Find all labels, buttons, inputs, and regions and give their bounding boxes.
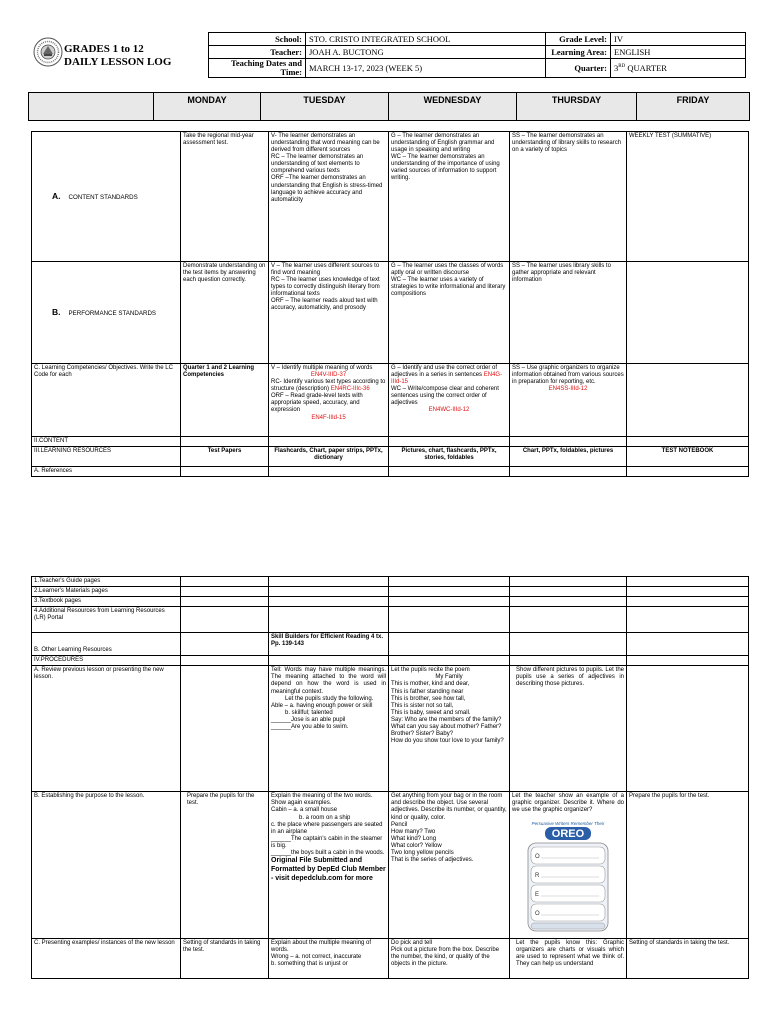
content-row bbox=[32, 437, 749, 447]
ps-tue-v: V – The learner uses different sources to find word meaning bbox=[271, 263, 380, 277]
ps-thursday: SS – The learner uses library skills to gather appropriate and relevant information bbox=[510, 262, 627, 364]
pr-fri bbox=[627, 656, 749, 666]
ps-tue-rc: RC – The learner uses knowledge of text types to correctly distinguish literary from informational texts bbox=[271, 277, 380, 298]
teacher-label: Teacher: bbox=[209, 46, 306, 59]
days-corner-cell bbox=[29, 93, 154, 121]
oreo-graphic-organizer bbox=[512, 819, 624, 937]
lesson-grid-top bbox=[31, 131, 749, 477]
comp-wed-wc: WC – Write/compose clear and coherent sentences using the correct order of adjectives bbox=[391, 386, 499, 407]
content-standards-text: CONTENT STANDARDS bbox=[68, 193, 138, 201]
presenting-label: C. Presenting examples/ instances of the new lesson bbox=[32, 938, 181, 978]
purpose-wed-p1: Get anything from your bag or in the room and describe the object. Use several adjectives. Describe its number, or quantity, kind or quality, color. bbox=[391, 793, 507, 821]
purpose-tue-p6: ______The captain's cabin in the steamer is big. bbox=[271, 835, 383, 849]
ref-tue bbox=[269, 467, 389, 477]
ps-tuesday bbox=[269, 262, 389, 364]
presenting-friday: Setting of standards in taking the test. bbox=[627, 938, 749, 978]
cs-tue-rc: RC – The learner demonstrates an understanding of text elements to comprehend various texts bbox=[271, 154, 364, 175]
review-tue-p6: ______Are you able to swim. bbox=[271, 723, 349, 730]
performance-standards-row bbox=[32, 262, 749, 364]
dates-label bbox=[209, 59, 306, 78]
purpose-tue-p7: ______the boys built a cabin in the woods. bbox=[271, 849, 385, 856]
pr-mon bbox=[181, 656, 269, 666]
comp-wed-g-text: G – Identify and use the correct order of adjectives in a series in sentences bbox=[391, 365, 498, 379]
references-row bbox=[32, 467, 749, 477]
comp-wed-g-code: EN4G-IIId-15 bbox=[391, 372, 503, 386]
purpose-label: B. Establishing the purpose to the lesson. bbox=[32, 792, 181, 938]
presenting-tue-p2: Wrong – a. not correct, inaccurate bbox=[271, 953, 362, 960]
pr-wed bbox=[389, 656, 510, 666]
cs-wednesday bbox=[389, 132, 510, 262]
tb-wed bbox=[389, 597, 510, 607]
other-resources-tuesday: Skill Builders for Efficient Reading 4 tx. Pp. 139-143 bbox=[269, 633, 389, 656]
lr-portal-row bbox=[32, 607, 749, 633]
review-tue-p4: b. skillful; talented bbox=[285, 709, 333, 716]
purpose-wed-line: How many? Two bbox=[391, 828, 436, 835]
lr-tue bbox=[269, 607, 389, 633]
review-label: A. Review previous lesson or presenting the new lesson. bbox=[32, 666, 181, 792]
review-wed-question-2: How do you show tour love to your family? bbox=[391, 738, 504, 745]
content-fri bbox=[627, 437, 749, 447]
area-label: Learning Area: bbox=[546, 46, 611, 59]
cs-thursday: SS – The learner demonstrates an understanding of library skills to research on a variety of topics bbox=[510, 132, 627, 262]
purpose-thursday bbox=[510, 792, 627, 938]
poem-line: This is baby, sweet and small. bbox=[391, 709, 471, 716]
tb-mon bbox=[181, 597, 269, 607]
comp-tue-orf: ORF – Read grade-level texts with appropriate speed, accuracy, and expression bbox=[271, 393, 363, 414]
poem-line: This is father standing near bbox=[391, 688, 464, 695]
tb-tue bbox=[269, 597, 389, 607]
purpose-wed-line: What kind? Long bbox=[391, 835, 437, 842]
content-wed bbox=[389, 437, 510, 447]
comp-tue-orf-code: EN4F-IIId-15 bbox=[311, 414, 346, 421]
tg-tue bbox=[269, 577, 389, 587]
cs-tue-orf: ORF –The learner demonstrates an understanding that English is stress-timed language to achieve accuracy and automaticity bbox=[271, 175, 383, 203]
deped-seal-icon bbox=[33, 37, 63, 67]
review-tuesday bbox=[269, 666, 389, 792]
other-resources-label: B. Other Learning Resources bbox=[32, 633, 181, 656]
content-thu bbox=[510, 437, 627, 447]
review-tue-p2: Let the pupils study the following. bbox=[285, 695, 374, 702]
presenting-monday: Setting of standards in taking the test. bbox=[181, 938, 269, 978]
day-monday: MONDAY bbox=[154, 93, 261, 121]
competencies-row bbox=[32, 364, 749, 437]
oreo-letter-e: E bbox=[535, 891, 540, 898]
ps-friday bbox=[627, 262, 749, 364]
purpose-wed-line: Two long yellow pencils bbox=[391, 849, 454, 856]
review-wed-intro: Let the pupils recite the poem bbox=[391, 667, 470, 674]
pr-thu bbox=[510, 656, 627, 666]
pr-tue bbox=[269, 656, 389, 666]
comp-friday bbox=[627, 364, 749, 437]
comp-tue-v-code: EN4V-IIID-37 bbox=[310, 372, 347, 379]
purpose-friday: Prepare the pupils for the test. bbox=[627, 792, 749, 938]
textbook-pages-row bbox=[32, 597, 749, 607]
cs-tuesday bbox=[269, 132, 389, 262]
comp-tue-rc bbox=[271, 379, 386, 393]
poem-line: This is brother, see how tall, bbox=[391, 695, 466, 702]
comp-thu-ss: SS – Use graphic organizers to organize information obtained from various sources in preparation for reporting, etc. bbox=[512, 365, 624, 386]
purpose-tue-p5: c. the place where passengers are seated in an airplane bbox=[271, 821, 383, 835]
comp-thu-ss-code: EN4SS-IIId-12 bbox=[548, 386, 588, 393]
tb-thu bbox=[510, 597, 627, 607]
review-tue-p1: Tell: Words may have multiple meanings. The meaning attached to the word will depend on how the word is used in meaningful context. bbox=[271, 667, 386, 695]
review-tue-p5: ______Jose is an able pupil bbox=[271, 716, 346, 723]
grade-label: Grade Level: bbox=[546, 33, 611, 46]
cs-monday: Take the regional mid-year assessment test. bbox=[181, 132, 269, 262]
day-friday: FRIDAY bbox=[637, 93, 750, 121]
lr-portal-label: 4.Additional Resources from Learning Resources (LR) Portal bbox=[32, 607, 181, 633]
presenting-thursday: Let the pupils know this: Graphic organizers are charts or visuals which are used to represent what we think of. They can help us understand bbox=[510, 938, 627, 978]
content-standards-letter: A. bbox=[52, 190, 61, 201]
ps-wed-g: G – The learner uses the classes of words aptly oral or written discourse bbox=[391, 263, 504, 277]
comp-wednesday bbox=[389, 364, 510, 437]
purpose-tue-p2: Show again examples. bbox=[271, 800, 332, 807]
cs-wed-g: G – The learner demonstrates an understanding of English grammar and usage in speaking and writing bbox=[391, 133, 495, 154]
or-wed bbox=[389, 633, 510, 656]
ps-wed-wc: WC – The learner uses a variety of strategies to write informational and literary compositions bbox=[391, 277, 506, 298]
title-line-2: DAILY LESSON LOG bbox=[64, 55, 172, 68]
days-header-table bbox=[28, 92, 750, 121]
dates-label-2: Time: bbox=[280, 66, 302, 77]
comp-thursday bbox=[510, 364, 627, 437]
purpose-tue-p4: b. a room on a ship bbox=[299, 814, 351, 821]
content-tue bbox=[269, 437, 389, 447]
resources-row bbox=[32, 447, 749, 467]
ref-mon bbox=[181, 467, 269, 477]
quarter-num: 3 bbox=[614, 62, 619, 73]
cs-friday: WEEKLY TEST (SUMMATIVE) bbox=[627, 132, 749, 262]
lr-thu bbox=[510, 607, 627, 633]
review-row bbox=[32, 666, 749, 792]
purpose-tuesday bbox=[269, 792, 389, 938]
res-friday: TEST NOTEBOOK bbox=[627, 447, 749, 467]
textbook-pages-label: 3.Textbook pages bbox=[32, 597, 181, 607]
grade-value: IV bbox=[611, 33, 746, 46]
presenting-wed-p1: Do pick and tell bbox=[391, 939, 433, 946]
ref-fri bbox=[627, 467, 749, 477]
teacher-value: JOAH A. BUCTONG bbox=[306, 46, 546, 59]
content-standards-label bbox=[32, 132, 181, 262]
comp-monday: Quarter 1 and 2 Learning Competencies bbox=[181, 364, 269, 437]
quarter-rest: QUARTER bbox=[625, 62, 667, 73]
lm-wed bbox=[389, 587, 510, 597]
purpose-thu-text: Let the teacher show an example of a graphic organizer. Describe it. Where do we use the graphic organizer? bbox=[512, 793, 624, 814]
purpose-wednesday bbox=[389, 792, 510, 938]
cs-tue-v: V- The learner demonstrates an understanding that word meaning can be derived from different sources bbox=[271, 133, 380, 154]
review-thursday: Show different pictures to pupils. Let the pupils use a series of adjectives in describing those pictures. bbox=[510, 666, 627, 792]
lm-mon bbox=[181, 587, 269, 597]
lr-fri bbox=[627, 607, 749, 633]
res-wednesday: Pictures, chart, flashcards, PPTx, stories, foldables bbox=[389, 447, 510, 467]
presenting-row bbox=[32, 938, 749, 978]
lm-thu bbox=[510, 587, 627, 597]
comp-tuesday bbox=[269, 364, 389, 437]
performance-standards-text: PERFORMANCE STANDARDS bbox=[68, 309, 157, 317]
purpose-row bbox=[32, 792, 749, 938]
purpose-monday: Prepare the pupils for the test. bbox=[181, 792, 269, 938]
presenting-tuesday bbox=[269, 938, 389, 978]
presenting-wednesday bbox=[389, 938, 510, 978]
other-resources-row bbox=[32, 633, 749, 656]
quarter-value bbox=[611, 59, 746, 78]
tg-wed bbox=[389, 577, 510, 587]
tg-pages-row bbox=[32, 577, 749, 587]
day-thursday: THURSDAY bbox=[517, 93, 637, 121]
header-info-table bbox=[208, 32, 746, 78]
oreo-banner: Persuasive Writers Remember Their bbox=[531, 820, 605, 826]
oreo-letter-o1: O bbox=[535, 853, 540, 860]
review-monday bbox=[181, 666, 269, 792]
or-fri bbox=[627, 633, 749, 656]
procedures-label: IV.PROCEDURES bbox=[32, 656, 181, 666]
resources-label: III.LEARNING RESOURCES bbox=[32, 447, 181, 467]
lr-wed bbox=[389, 607, 510, 633]
lesson-grid-bottom bbox=[31, 576, 749, 979]
performance-standards-label bbox=[32, 262, 181, 364]
lr-mon bbox=[181, 607, 269, 633]
presenting-tue-p3: b. something that is unjust or bbox=[271, 960, 348, 967]
res-thursday: Chart, PPTx, foldables, pictures bbox=[510, 447, 627, 467]
poem-title: My Family bbox=[435, 674, 463, 681]
day-wednesday: WEDNESDAY bbox=[389, 93, 517, 121]
presenting-wed-p2: Pick out a picture from the box. Describe the number, the kind, or quality of the objects in the picture. bbox=[391, 946, 500, 967]
title-line-1: GRADES 1 to 12 bbox=[64, 43, 144, 55]
tg-pages-label: 1.Teacher's Guide pages bbox=[32, 577, 181, 587]
quarter-label: Quarter: bbox=[546, 59, 611, 78]
tb-fri bbox=[627, 597, 749, 607]
purpose-tue-p3: Cabin – a. a small house bbox=[271, 807, 338, 814]
comp-tue-rc-code: EN4RC-IIIc-36 bbox=[330, 386, 370, 393]
res-monday: Test Papers bbox=[181, 447, 269, 467]
presenting-tue-p1: Explain about the multiple meaning of words. bbox=[271, 939, 372, 953]
school-value: STO. CRISTO INTEGRATED SCHOOL bbox=[306, 33, 546, 46]
lm-pages-row bbox=[32, 587, 749, 597]
quarter-sup: RD bbox=[618, 64, 626, 70]
review-wednesday bbox=[389, 666, 510, 792]
oreo-letter-o2: O bbox=[535, 910, 540, 917]
references-label: A. References bbox=[32, 467, 181, 477]
ps-tue-orf: ORF – The learner reads aloud text with accuracy, automaticity, and prosody bbox=[271, 298, 378, 312]
tg-mon bbox=[181, 577, 269, 587]
cs-wed-wc: WC – The learner demonstrates an understanding of the importance of using varied sources of information to support writing. bbox=[391, 154, 500, 182]
ps-wednesday bbox=[389, 262, 510, 364]
purpose-wed-line: Pencil bbox=[391, 821, 408, 828]
ref-wed bbox=[389, 467, 510, 477]
content-mon bbox=[181, 437, 269, 447]
review-friday bbox=[627, 666, 749, 792]
comp-tue-v: V – Identify multiple meaning of words bbox=[271, 365, 373, 371]
area-value: ENGLISH bbox=[611, 46, 746, 59]
comp-wed-g bbox=[391, 365, 507, 386]
content-standards-row bbox=[32, 132, 749, 262]
tg-fri bbox=[627, 577, 749, 587]
review-wed-question: Say: Who are the members of the family? What can you say about mother? Father? Brother? Sister? Baby? bbox=[391, 716, 502, 738]
competencies-label: C. Learning Competencies/ Objectives. Write the LC Code for each bbox=[32, 364, 181, 437]
purpose-wed-line: That is the series of adjectives. bbox=[391, 857, 474, 864]
lm-tue bbox=[269, 587, 389, 597]
dates-value: MARCH 13-17, 2023 (WEEK 5) bbox=[306, 59, 546, 78]
oreo-letter-r: R bbox=[535, 872, 540, 879]
procedures-row bbox=[32, 656, 749, 666]
comp-tue-rc-text: RC- Identify various text types according to structure (description) bbox=[271, 379, 386, 393]
day-tuesday: TUESDAY bbox=[261, 93, 389, 121]
poem-line: This is sister not so tall, bbox=[391, 702, 454, 709]
lm-fri bbox=[627, 587, 749, 597]
dates-label-1: Teaching Dates and bbox=[230, 58, 302, 68]
depedclub-notice: Original File Submitted and Formatted by DepEd Club Member - visit depedclub.com for more bbox=[271, 857, 386, 882]
oreo-word: OREO bbox=[551, 827, 585, 840]
purpose-wed-line: What color? Yellow bbox=[391, 842, 442, 849]
lm-pages-label: 2.Learner's Materials pages bbox=[32, 587, 181, 597]
school-label: School: bbox=[209, 33, 306, 46]
res-tuesday: Flashcards, Chart, paper strips, PPTx, dictionary bbox=[269, 447, 389, 467]
content-label: II.CONTENT bbox=[32, 437, 181, 447]
comp-wed-wc-code: EN4WC-IIId-12 bbox=[428, 407, 470, 414]
tg-thu bbox=[510, 577, 627, 587]
or-mon bbox=[181, 633, 269, 656]
review-tue-p3: Able – a. having enough power or skill bbox=[271, 702, 373, 709]
or-thu bbox=[510, 633, 627, 656]
log-title bbox=[64, 43, 171, 68]
ps-monday: Demonstrate understanding on the test items by answering each question correctly. bbox=[181, 262, 269, 364]
poem-line: This is mother, kind and dear, bbox=[391, 681, 470, 688]
performance-standards-letter: B. bbox=[52, 306, 61, 317]
purpose-tue-p1: Explain the meaning of the two words. bbox=[271, 793, 373, 800]
ref-thu bbox=[510, 467, 627, 477]
